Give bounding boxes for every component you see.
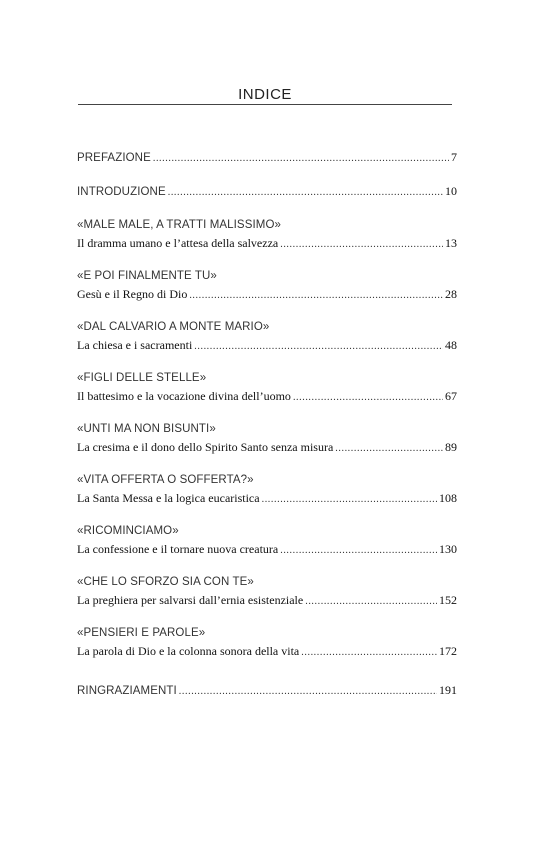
toc-chapter-subtitle-line	[77, 236, 457, 251]
chapter-subtitle: La preghiera per salvarsi dall’ernia esistenziale	[77, 593, 304, 607]
toc-label: INTRODUZIONE	[77, 186, 166, 198]
chapter-subtitle: Il dramma umano e l’attesa della salvezza	[77, 236, 279, 250]
chapter-subtitle: La cresima e il dono dello Spirito Santo senza misura	[77, 440, 334, 454]
dot-leader	[168, 187, 443, 198]
dot-leader	[293, 392, 443, 403]
chapter-heading: «MALE MALE, A TRATTI MALISSIMO»	[77, 219, 281, 231]
dot-leader	[280, 239, 443, 250]
chapter-subtitle: La chiesa e i sacramenti	[77, 338, 193, 352]
toc-chapter-subtitle-line	[77, 593, 457, 608]
chapter-subtitle: Il battesimo e la vocazione divina dell’uomo	[77, 389, 291, 403]
toc-page-number: 89	[445, 440, 457, 454]
chapter-heading: «UNTI MA NON BISUNTI»	[77, 423, 216, 435]
dot-leader	[194, 341, 443, 352]
chapter-heading: «CHE LO SFORZO SIA CON TE»	[77, 576, 254, 588]
toc-chapter-heading	[77, 321, 457, 333]
chapter-heading: «VITA OFFERTA O SOFFERTA?»	[77, 474, 254, 486]
chapter-heading: «E POI FINALMENTE TU»	[77, 270, 217, 282]
toc-chapter-heading	[77, 270, 457, 282]
dot-leader	[262, 494, 437, 505]
toc-page-number: 28	[445, 287, 457, 301]
toc-entry-ringraziamenti	[77, 683, 457, 698]
chapter-subtitle: La confessione e il tornare nuova creatura	[77, 542, 279, 556]
toc-page-number: 10	[445, 184, 457, 198]
toc-chapter-heading	[77, 576, 457, 588]
chapter-heading: «PENSIERI E PAROLE»	[77, 627, 206, 639]
toc-chapter-heading	[77, 423, 457, 435]
toc-page-number: 108	[439, 491, 457, 505]
toc-label: RINGRAZIAMENTI	[77, 685, 177, 697]
toc-chapter-heading	[77, 627, 457, 639]
toc-page-number: 13	[445, 236, 457, 250]
toc-chapter-heading	[77, 525, 457, 537]
toc-label: PREFAZIONE	[77, 152, 151, 164]
dot-leader	[189, 290, 443, 301]
dot-leader	[280, 545, 437, 556]
toc-chapter-subtitle-line	[77, 491, 457, 506]
dot-leader	[335, 443, 443, 454]
toc-page-number: 7	[451, 150, 457, 164]
toc-page-number: 67	[445, 389, 457, 403]
dot-leader	[305, 596, 437, 607]
chapter-heading: «DAL CALVARIO A MONTE MARIO»	[77, 321, 270, 333]
chapter-subtitle: La Santa Messa e la logica eucaristica	[77, 491, 260, 505]
dot-leader	[153, 153, 449, 164]
toc-page-number: 130	[439, 542, 457, 556]
chapter-subtitle: Gesù e il Regno di Dio	[77, 287, 188, 301]
chapter-heading: «RICOMINCIAMO»	[77, 525, 179, 537]
toc-entry-prefazione	[77, 150, 457, 165]
toc-chapter-subtitle-line	[77, 440, 457, 455]
toc-chapter-subtitle-line	[77, 644, 457, 659]
toc-page-number: 152	[439, 593, 457, 607]
toc-chapter-subtitle-line	[77, 542, 457, 557]
dot-leader	[179, 686, 437, 697]
toc-chapter-subtitle-line	[77, 389, 457, 404]
toc-page-number: 191	[439, 683, 457, 697]
page-title: INDICE	[238, 86, 292, 103]
chapter-heading: «FIGLI DELLE STELLE»	[77, 372, 207, 384]
toc-chapter-heading	[77, 372, 457, 384]
toc-chapter-subtitle-line	[77, 287, 457, 302]
title-underline	[78, 104, 452, 105]
toc-chapter-heading	[77, 219, 457, 231]
toc-entry-introduzione	[77, 184, 457, 199]
dot-leader	[301, 647, 437, 658]
toc-page-number: 172	[439, 644, 457, 658]
toc-page-number: 48	[445, 338, 457, 352]
chapter-subtitle: La parola di Dio e la colonna sonora della vita	[77, 644, 300, 658]
toc-chapter-heading	[77, 474, 457, 486]
toc-chapter-subtitle-line	[77, 338, 457, 353]
